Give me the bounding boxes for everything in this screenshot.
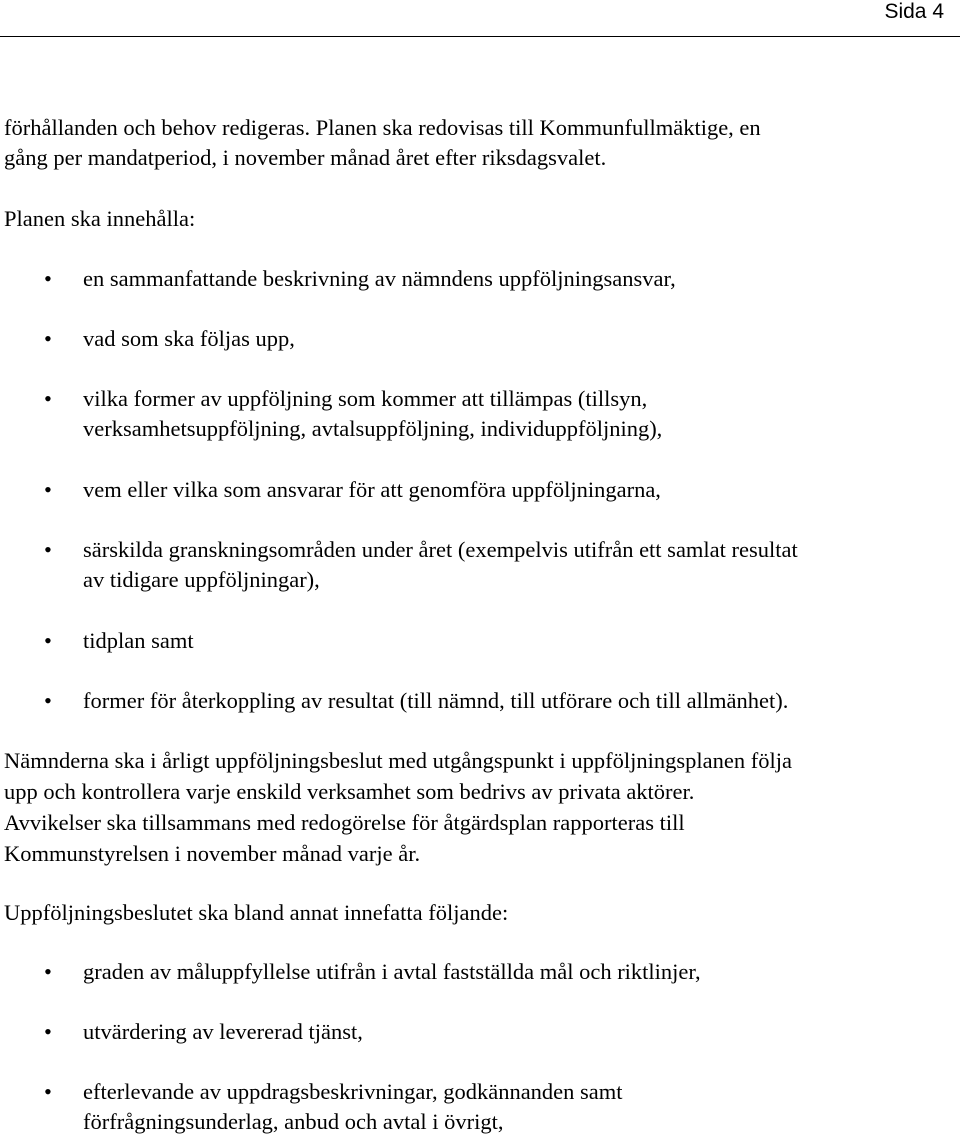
list-item-text: en sammanfattande beskrivning av nämndens uppföljningsansvar, <box>83 266 676 291</box>
list-item-text: efterlevande av uppdragsbeskrivningar, godkännanden samt <box>83 1079 623 1104</box>
bullet-icon: • <box>44 688 52 713</box>
page-number: Sida 4 <box>884 0 944 23</box>
list-item-text: av tidigare uppföljningar), <box>83 567 320 592</box>
bullet-icon: • <box>44 386 52 411</box>
bullet-icon: • <box>44 477 52 502</box>
list-item-text: utvärdering av levererad tjänst, <box>83 1019 363 1044</box>
list-item-text: tidplan samt <box>83 628 194 653</box>
bullet-icon: • <box>44 959 52 984</box>
list-item-text: vem eller vilka som ansvarar för att genomföra uppföljningarna, <box>83 477 661 502</box>
bullet-icon: • <box>44 326 52 351</box>
list-item-text: särskilda granskningsområden under året (exempelvis utifrån ett samlat resultat <box>83 537 798 562</box>
decision-heading: Uppföljningsbeslutet ska bland annat innefatta följande: <box>4 900 509 925</box>
plan-heading: Planen ska innehålla: <box>4 206 196 231</box>
list-item-text: verksamhetsuppföljning, avtalsuppföljning, individuppföljning), <box>83 416 663 441</box>
page-header <box>0 0 960 37</box>
body-paragraph-line: Nämnderna ska i årligt uppföljningsbeslut med utgångspunkt i uppföljningsplanen följa <box>4 748 792 773</box>
bullet-icon: • <box>44 1019 52 1044</box>
bullet-icon: • <box>44 628 52 653</box>
body-paragraph-line: Kommunstyrelsen i november månad varje år. <box>4 841 421 866</box>
body-paragraph-line: Avvikelser ska tillsammans med redogörelse för åtgärdsplan rapporteras till <box>4 810 685 835</box>
list-item-text: förfrågningsunderlag, anbud och avtal i övrigt, <box>83 1109 504 1134</box>
bullet-icon: • <box>44 266 52 291</box>
list-item-text: graden av måluppfyllelse utifrån i avtal fastställda mål och riktlinjer, <box>83 959 701 984</box>
list-item-text: vilka former av uppföljning som kommer att tillämpas (tillsyn, <box>83 386 648 411</box>
body-paragraph-line: upp och kontrollera varje enskild verksamhet som bedrivs av privata aktörer. <box>4 779 695 804</box>
bullet-icon: • <box>44 1079 52 1104</box>
list-item-text: vad som ska följas upp, <box>83 326 295 351</box>
list-item-text: former för återkoppling av resultat (till nämnd, till utförare och till allmänhet). <box>83 688 789 713</box>
bullet-icon: • <box>44 537 52 562</box>
intro-line-1: förhållanden och behov redigeras. Planen ska redovisas till Kommunfullmäktige, en <box>4 115 761 140</box>
intro-line-2: gång per mandatperiod, i november månad året efter riksdagsvalet. <box>4 145 607 170</box>
